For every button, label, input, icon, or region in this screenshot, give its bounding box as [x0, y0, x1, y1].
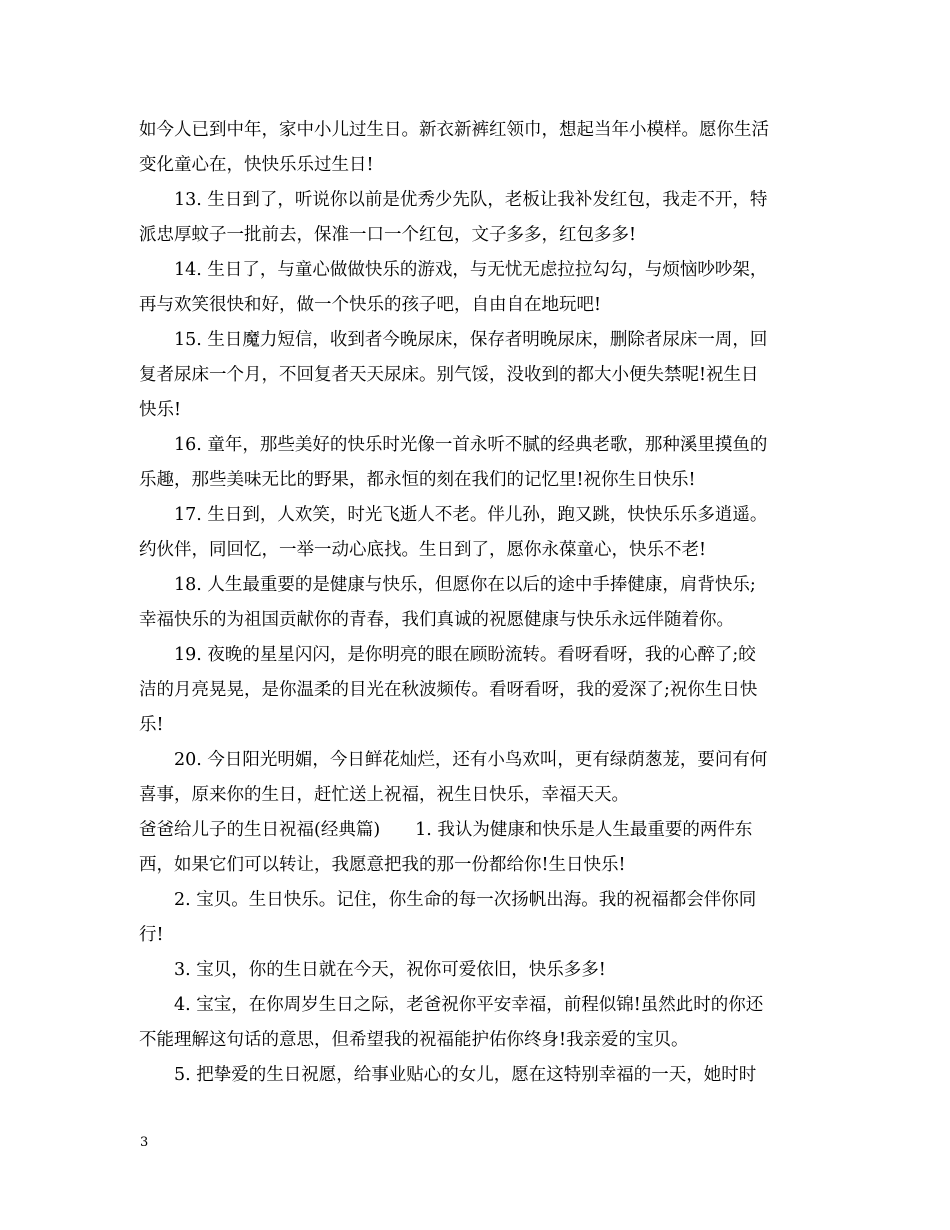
section-heading-line: 爸爸给儿子的生日祝福(经典篇) 1. 我认为健康和快乐是人生最重要的两件东 — [139, 820, 753, 840]
text-line: 13. 生日到了，听说你以前是优秀少先队，老板让我补发红包，我走不开，特 — [174, 190, 768, 210]
text-line: 乐趣，那些美味无比的野果，都永恒的刻在我们的记忆里!祝你生日快乐! — [139, 470, 696, 490]
page-number: 3 — [140, 1135, 149, 1150]
text-line: 幸福快乐的为祖国贡献你的青春，我们真诚的祝愿健康与快乐永远伴随着你。 — [139, 610, 734, 630]
text-line: 喜事，原来你的生日，赶忙送上祝福，祝生日快乐，幸福天天。 — [139, 785, 629, 805]
body-text — [139, 113, 811, 1093]
text-line: 17. 生日到，人欢笑，时光飞逝人不老。伴儿孙，跑又跳，快快乐乐多逍遥。 — [174, 505, 768, 525]
text-line: 2. 宝贝。生日快乐。记住，你生命的每一次扬帆出海。我的祝福都会伴你同 — [174, 890, 757, 910]
text-line: 再与欢笑很快和好，做一个快乐的孩子吧，自由自在地玩吧! — [139, 295, 602, 315]
text-line: 14. 生日了，与童心做做快乐的游戏，与无忧无虑拉拉勾勾，与烦恼吵吵架， — [174, 260, 768, 280]
text-line: 如今人已到中年，家中小儿过生日。新衣新裤红领巾，想起当年小模样。愿你生活 — [139, 120, 769, 140]
text-line: 乐! — [139, 715, 164, 735]
text-line: 快乐! — [139, 400, 182, 420]
text-line: 19. 夜晚的星星闪闪，是你明亮的眼在顾盼流转。看呀看呀，我的心醉了;皎 — [174, 645, 756, 665]
text-line: 15. 生日魔力短信，收到者今晚尿床，保存者明晚尿床，删除者尿床一周，回 — [174, 330, 768, 350]
text-line: 5. 把挚爱的生日祝愿，给事业贴心的女儿，愿在这特别幸福的一天，她时时 — [174, 1065, 757, 1085]
text-line: 行! — [139, 925, 164, 945]
text-line: 约伙伴，同回忆，一举一动心底找。生日到了，愿你永葆童心，快乐不老! — [139, 540, 707, 560]
text-line: 4. 宝宝，在你周岁生日之际，老爸祝你平安幸福，前程似锦!虽然此时的你还 — [174, 995, 764, 1015]
text-line: 16. 童年，那些美好的快乐时光像一首永听不腻的经典老歌，那种溪里摸鱼的 — [174, 435, 768, 455]
text-line: 复者尿床一个月，不回复者天天尿床。别气馁，没收到的都大小便失禁呢!祝生日 — [139, 365, 759, 385]
text-line: 20. 今日阳光明媚，今日鲜花灿烂，还有小鸟欢叫，更有绿荫葱茏，要问有何 — [174, 750, 768, 770]
text-line: 变化童心在，快快乐乐过生日! — [139, 155, 374, 175]
text-line: 不能理解这句话的意思，但希望我的祝福能护佑你终身!我亲爱的宝贝。 — [139, 1030, 689, 1050]
text-line: 西，如果它们可以转让，我愿意把我的那一份都给你!生日快乐! — [139, 855, 626, 875]
text-line: 洁的月亮晃晃，是你温柔的目光在秋波频传。看呀看呀，我的爱深了;祝你生日快 — [139, 680, 758, 700]
text-line: 3. 宝贝，你的生日就在今天，祝你可爱依旧，快乐多多! — [174, 960, 606, 980]
text-line: 派忠厚蚊子一批前去，保准一口一个红包，文子多多，红包多多! — [139, 225, 637, 245]
text-line: 18. 人生最重要的是健康与快乐，但愿你在以后的途中手捧健康，肩背快乐; — [174, 575, 756, 595]
